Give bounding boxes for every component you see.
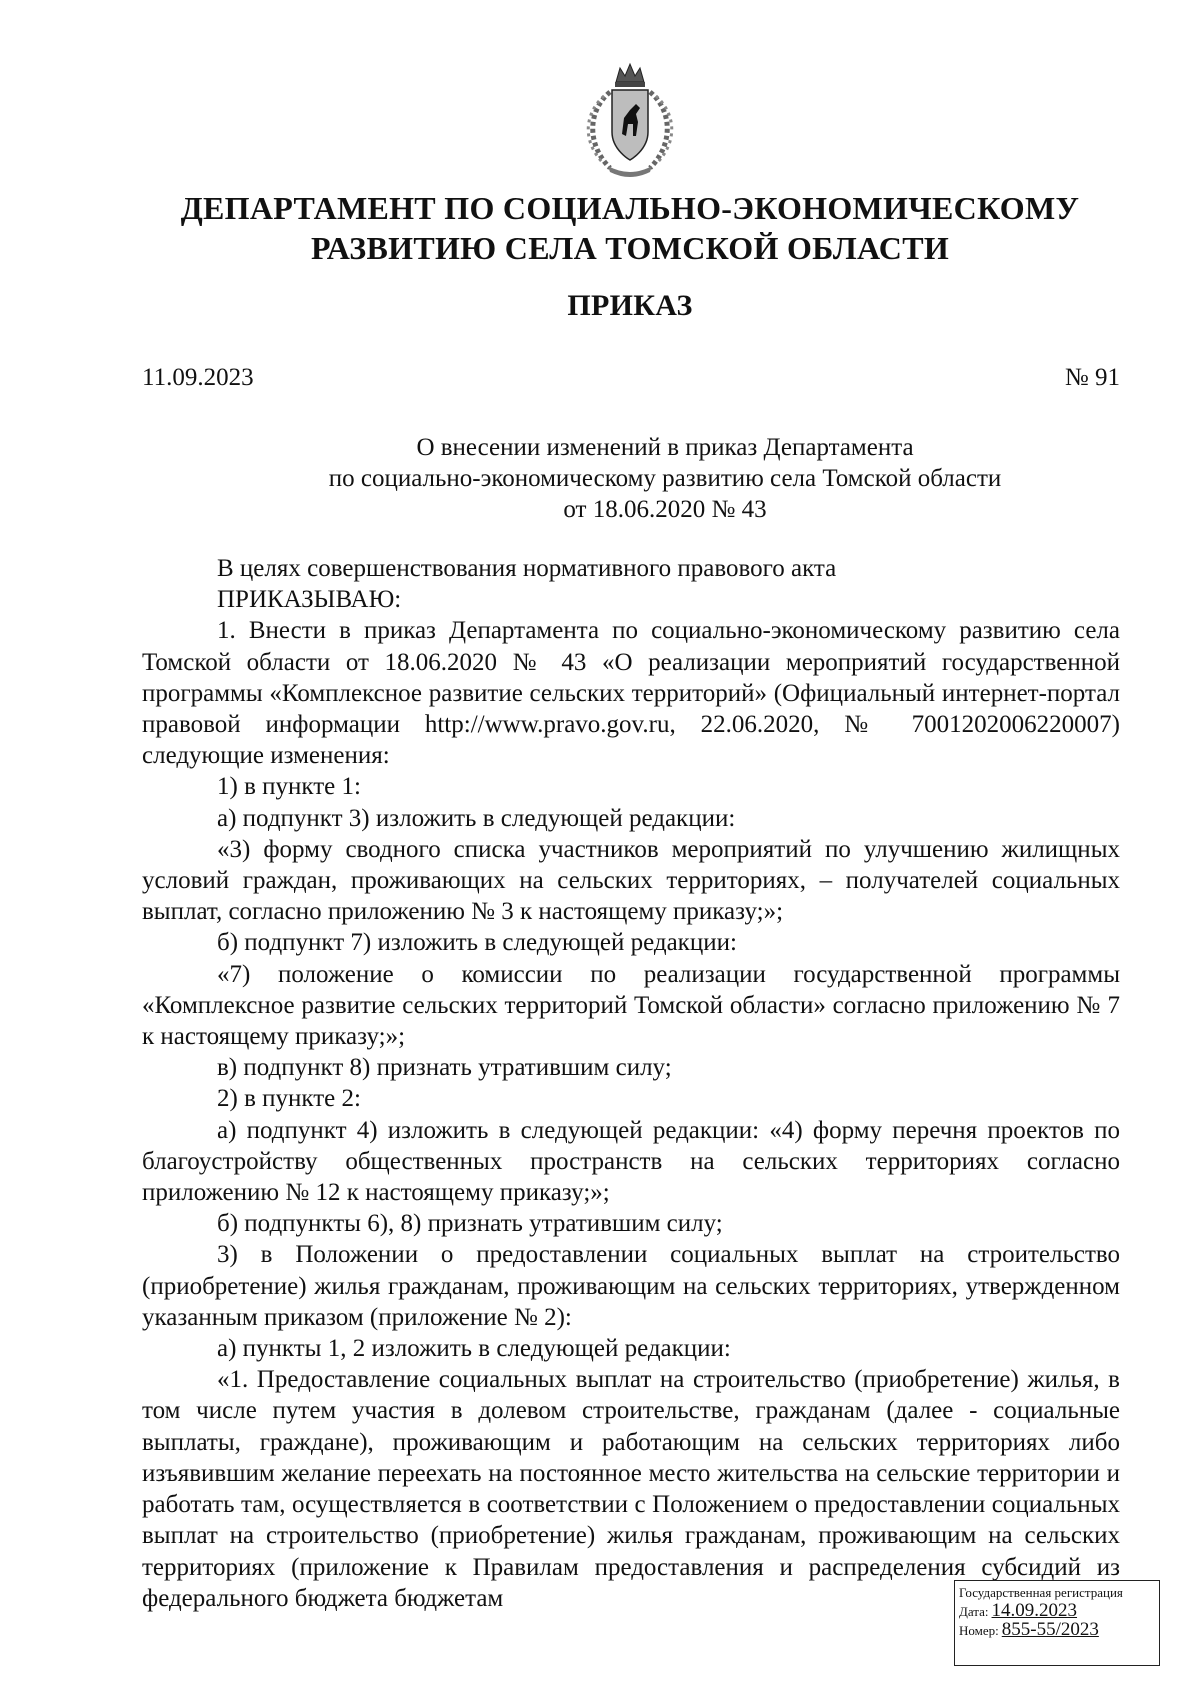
subject-line2: по социально-экономическому развитию села Томской области bbox=[328, 465, 1002, 492]
paragraph: б) подпункты 6), 8) признать утратившим силу; bbox=[217, 1210, 723, 1238]
stamp-date-label: Дата: bbox=[959, 1604, 989, 1619]
order-subject bbox=[200, 432, 1130, 525]
paragraph: б) подпункт 7) изложить в следующей редакции: bbox=[217, 929, 737, 957]
coat-of-arms-icon bbox=[570, 62, 690, 184]
organization-title bbox=[140, 188, 1120, 268]
paragraph: В целях совершенствования нормативного правового акта bbox=[217, 555, 837, 582]
order-number: № 91 bbox=[1064, 364, 1120, 391]
paragraph: «3) форму сводного списка участников мероприятий по улучшению жилищных условий граждан, проживающих на сельских территориях, – получателей социальных выплат, согласно приложению № 3 к настоящему приказу;»; bbox=[142, 835, 1120, 926]
paragraph: 3) в Положении о предоставлении социальных выплат на строительство (приобретение) жилья гражданам, проживающим на сельских территориях, утвержденном указанным приказом (приложение № 2): bbox=[142, 1241, 1120, 1331]
paragraph: в) подпункт 8) признать утратившим силу; bbox=[217, 1054, 672, 1082]
order-body bbox=[142, 553, 1120, 1614]
paragraph: «7) положение о комиссии по реализации государственной программы «Комплексное развитие сельских территорий Томской области» согласно приложению № 7 к настоящему приказу;»; bbox=[142, 960, 1120, 1051]
stamp-title: Государственная регистрация bbox=[959, 1585, 1123, 1600]
organization-title-line1: ДЕПАРТАМЕНТ ПО СОЦИАЛЬНО-ЭКОНОМИЧЕСКОМУ bbox=[180, 190, 1080, 226]
order-date: 11.09.2023 bbox=[142, 364, 254, 391]
paragraph: а) пункты 1, 2 изложить в следующей редакции: bbox=[217, 1335, 731, 1363]
paragraph: ПРИКАЗЫВАЮ: bbox=[217, 586, 402, 614]
stamp-number-value: 855-55/2023 bbox=[1001, 1619, 1099, 1640]
paragraph: 1. Внести в приказ Департамента по социально-экономическому развитию села Томской области от 18.06.2020 № 43 «О реализации мероприятий государственной программы «Комплексное развитие сельских территорий» (Официальный интернет-портал правовой информации http://www.pravo.gov.ru, 22.06.2020, № 7001202006220007) следующие изменения: bbox=[142, 617, 1120, 770]
stamp-number-row bbox=[959, 1621, 1155, 1640]
subject-line1: О внесении изменений в приказ Департамента bbox=[416, 434, 914, 461]
document-type: ПРИКАЗ bbox=[567, 289, 693, 322]
registration-stamp bbox=[954, 1580, 1160, 1666]
paragraph: 1) в пункте 1: bbox=[217, 773, 361, 801]
paragraph: «1. Предоставление социальных выплат на строительство (приобретение) жилья, в том числе путем участия в долевом строительстве, гражданам (далее - социальные выплаты, граждане), проживающим и работающим на сельских территориях либо изъявившим желание переехать на постоянное место жительства на сельские территории и работать там, осуществляется в соответствии с Положением о предоставлении социальных выплат на строительство (приобретение) жилья гражданам, проживающим на сельских территориях (приложение к Правилам предоставления и распределения субсидий из федерального бюджета бюджетам bbox=[142, 1366, 1120, 1612]
paragraph: а) подпункт 3) изложить в следующей редакции: bbox=[217, 804, 736, 832]
stamp-number-label: Номер: bbox=[959, 1623, 999, 1638]
paragraph: а) подпункт 4) изложить в следующей редакции: «4) форму перечня проектов по благоустройству общественных пространств на сельских территориях согласно приложению № 12 к настоящему приказу;»; bbox=[142, 1116, 1120, 1207]
paragraph: 2) в пункте 2: bbox=[217, 1085, 361, 1113]
stamp-date-value: 14.09.2023 bbox=[991, 1600, 1078, 1621]
subject-line3: от 18.06.2020 № 43 bbox=[563, 496, 767, 523]
organization-title-line2: РАЗВИТИЮ СЕЛА ТОМСКОЙ ОБЛАСТИ bbox=[310, 230, 950, 266]
